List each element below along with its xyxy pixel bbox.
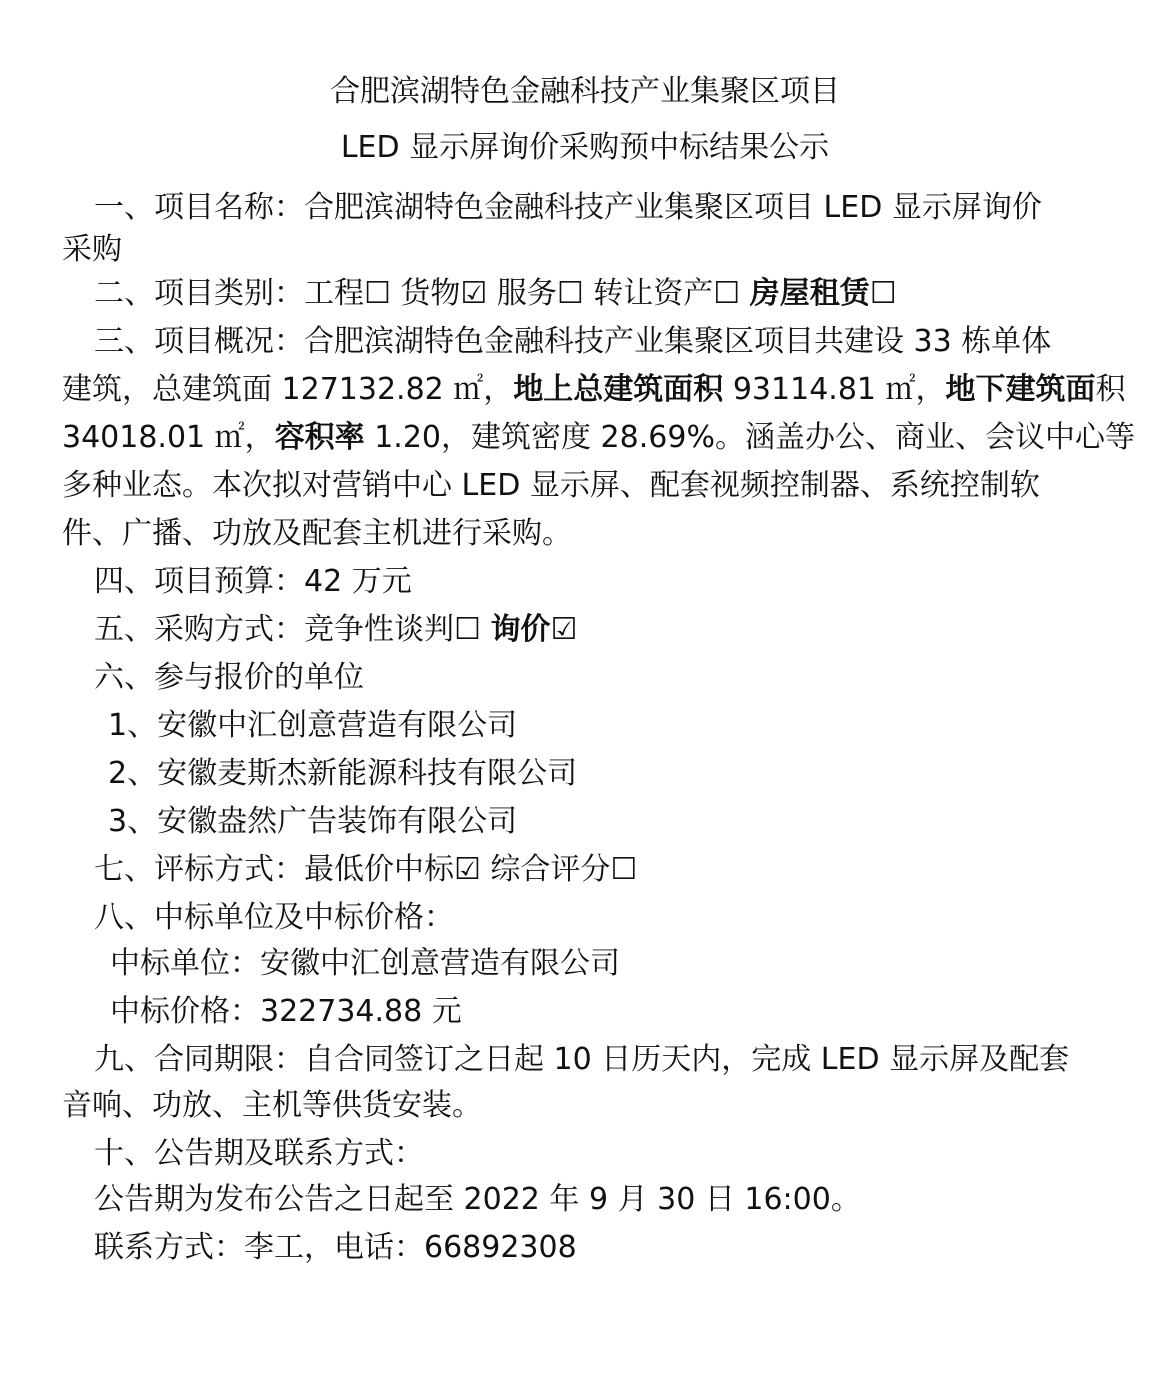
bidders-heading: 六、参与报价的单位 xyxy=(94,660,364,695)
contact-info: 联系方式：李工，电话：66892308 xyxy=(94,1230,577,1265)
evaluation-method: 七、评标方式：最低价中标☑ 综合评分☐ xyxy=(94,852,638,887)
project-overview-line-2 xyxy=(62,366,1126,414)
project-category xyxy=(94,270,1144,318)
total-area-text: 建筑，总建筑面 127132.82 ㎡， xyxy=(62,372,514,407)
house-rental-checkbox: ☐ xyxy=(869,276,897,311)
bidder-2: 2、安徽麦斯杰新能源科技有限公司 xyxy=(108,756,578,791)
contract-period-continued: 音响、功放、主机等供货安装。 xyxy=(62,1088,482,1123)
winning-price: 中标价格：322734.88 元 xyxy=(110,994,462,1029)
project-overview-line-5: 件、广播、功放及配套主机进行采购。 xyxy=(62,516,572,551)
title-line-2: LED 显示屏询价采购预中标结果公示 xyxy=(340,130,830,165)
plot-ratio-label: 容积率 xyxy=(274,420,365,455)
procurement-method xyxy=(94,606,1144,654)
plot-ratio-and-density: 1.20，建筑密度 28.69%。涵盖办公、商业、会议中心等 xyxy=(364,420,1135,455)
project-budget: 四、项目预算：42 万元 xyxy=(94,564,412,599)
project-name: 一、项目名称：合肥滨湖特色金融科技产业集聚区项目 LED 显示屏询价 xyxy=(94,190,1042,225)
project-overview-line-4: 多种业态。本次拟对营销中心 LED 显示屏、配套视频控制器、系统控制软 xyxy=(62,468,1040,503)
announcement-heading: 十、公告期及联系方式： xyxy=(94,1136,424,1171)
project-overview-line-1: 三、项目概况：合肥滨湖特色金融科技产业集聚区项目共建设 33 栋单体 xyxy=(94,324,1052,359)
bidder-1: 1、安徽中汇创意营造有限公司 xyxy=(108,708,518,743)
underground-area-label-end: 积 xyxy=(1095,372,1126,407)
competitive-negotiation-option: 五、采购方式：竞争性谈判☐ xyxy=(94,612,491,647)
project-name-continued: 采购 xyxy=(62,232,122,267)
inquiry-option: 询价 xyxy=(490,612,551,647)
project-overview-line-3 xyxy=(62,414,1135,462)
title-line-1: 合肥滨湖特色金融科技产业集聚区项目 xyxy=(330,74,840,109)
announcement-period: 公告期为发布公告之日起至 2022 年 9 月 30 日 16:00。 xyxy=(94,1182,861,1217)
above-ground-area-value: 93114.81 ㎡， xyxy=(723,372,946,407)
house-rental-option: 房屋租赁 xyxy=(749,276,870,311)
underground-area-value: 34018.01 ㎡， xyxy=(62,420,275,455)
winner-heading: 八、中标单位及中标价格： xyxy=(94,900,454,935)
project-category-options: 二、项目类别：工程☐ 货物☑ 服务☐ 转让资产☐ xyxy=(94,276,750,311)
contract-period: 九、合同期限：自合同签订之日起 10 日历天内，完成 LED 显示屏及配套 xyxy=(94,1042,1070,1077)
above-ground-area-label: 地上总建筑面积 xyxy=(513,372,724,407)
inquiry-checkbox: ☑ xyxy=(550,612,578,647)
underground-area-label: 地下建筑面 xyxy=(945,372,1096,407)
bidder-3: 3、安徽盎然广告装饰有限公司 xyxy=(108,804,518,839)
winning-unit: 中标单位：安徽中汇创意营造有限公司 xyxy=(110,946,620,981)
